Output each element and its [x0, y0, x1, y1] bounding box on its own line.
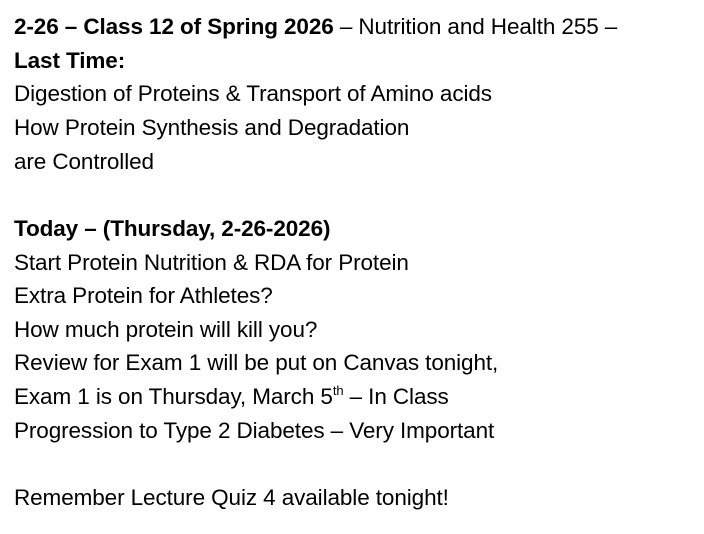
title-date-class: 2-26 – Class 12 of Spring 2026 — [14, 14, 334, 39]
last-time-heading: Last Time: — [14, 48, 126, 73]
last-time-item: How Protein Synthesis and Degradation — [14, 115, 410, 140]
title-course: – Nutrition and Health 255 – — [333, 14, 618, 39]
today-item: Start Protein Nutrition & RDA for Protein — [14, 250, 409, 275]
exam-date-suffix: th — [332, 383, 344, 398]
title-line — [14, 12, 617, 42]
today-item: Extra Protein for Athletes? — [14, 283, 273, 308]
exam-line — [14, 382, 449, 412]
today-item: Review for Exam 1 will be put on Canvas tonight, — [14, 350, 499, 375]
today-item: Progression to Type 2 Diabetes – Very Important — [14, 418, 495, 443]
exam-in-class: – In Class — [343, 384, 449, 409]
reminder-line: Remember Lecture Quiz 4 available tonight! — [14, 485, 449, 510]
last-time-item: Digestion of Proteins & Transport of Amino acids — [14, 81, 492, 106]
last-time-item: are Controlled — [14, 149, 154, 174]
today-item: How much protein will kill you? — [14, 317, 318, 342]
today-heading: Today – (Thursday, 2-26-2026) — [14, 216, 331, 241]
exam-date: Exam 1 is on Thursday, March 5 — [14, 384, 333, 409]
